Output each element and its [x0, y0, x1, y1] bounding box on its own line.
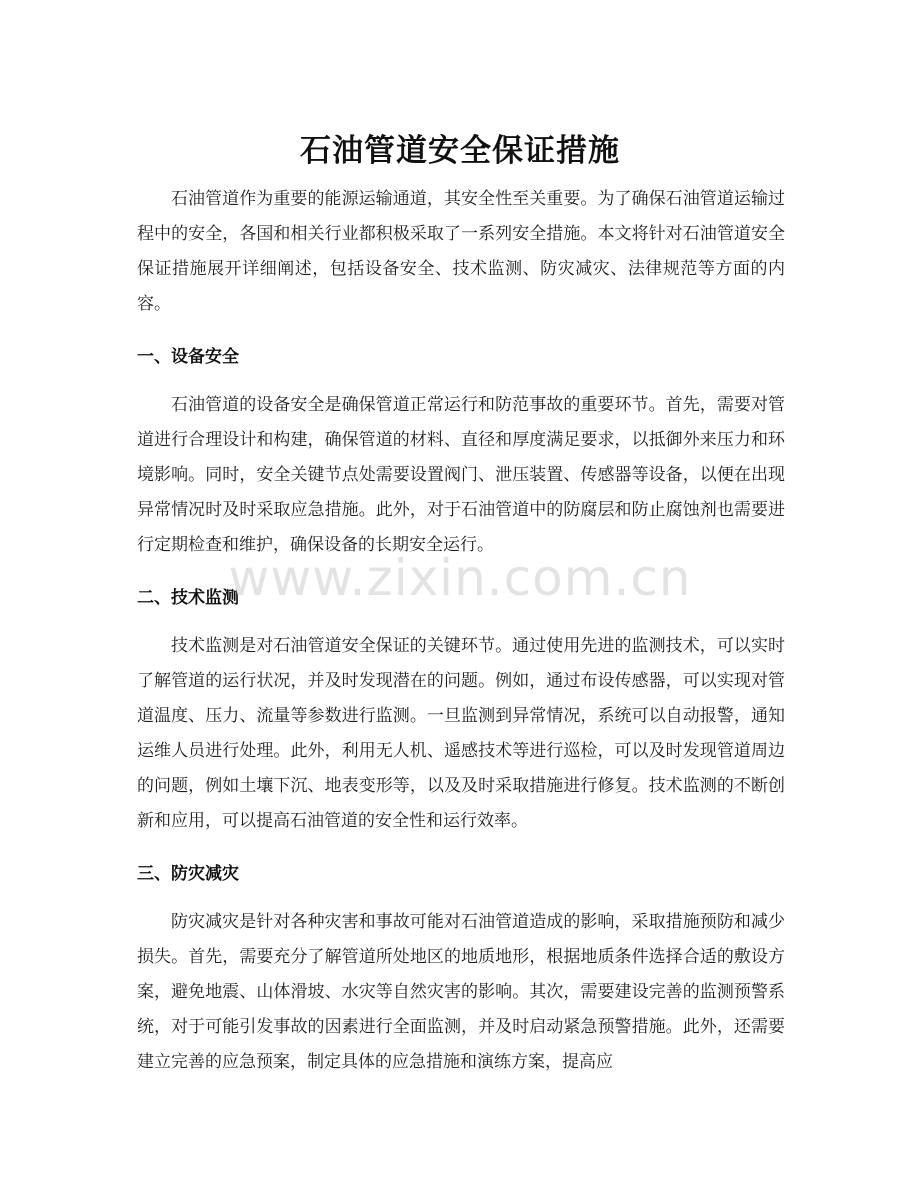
section-heading: 二、技术监测 — [137, 588, 239, 608]
section-paragraph: 石油管道的设备安全是确保管道正常运行和防范事故的重要环节。首先，需要对管道进行合理设计和构建，确保管道的材料、直径和厚度满足要求，以抵御外来压力和环境影响。同时，安全关键节点处需要设置阀门、泄压装置、传感器等设备，以便在出现异常情况时及时采取应急措施。此外，对于石油管道中的防腐层和防止腐蚀剂也需要进行定期检查和维护，确保设备的长期安全运行。 — [137, 395, 785, 555]
section-paragraph: 技术监测是对石油管道安全保证的关键环节。通过使用先进的监测技术，可以实时了解管道的运行状况，并及时发现潜在的问题。例如，通过布设传感器，可以实现对管道温度、压力、流量等参数进行监测。一旦监测到异常情况，系统可以自动报警，通知运维人员进行处理。此外，利用无人机、遥感技术等进行巡检，可以及时发现管道周边的问题，例如土壤下沉、地表变形等，以及及时采取措施进行修复。技术监测的不断创新和应用，可以提高石油管道的安全性和运行效率。 — [137, 636, 785, 831]
intro-paragraph: 石油管道作为重要的能源运输通道，其安全性至关重要。为了确保石油管道运输过程中的安全，各国和相关行业都积极采取了一系列安全措施。本文将针对石油管道安全保证措施展开详细阐述，包括设备安全、技术监测、防灾减灾、法律规范等方面的内容。 — [137, 189, 785, 314]
section-disaster-prevention — [137, 857, 785, 1080]
document-title: 石油管道安全保证措施 — [300, 132, 620, 169]
section-technical-monitoring — [137, 581, 785, 839]
section-heading: 三、防灾减灾 — [137, 864, 239, 884]
watermark: www.zixin.com.cn — [228, 549, 692, 607]
section-equipment-safety — [137, 340, 785, 563]
section-heading: 一、设备安全 — [137, 347, 239, 367]
document-body — [137, 182, 785, 1080]
section-paragraph: 防灾减灾是针对各种灾害和事故可能对石油管道造成的影响，采取措施预防和减少损失。首先，需要充分了解管道所处地区的地质地形，根据地质条件选择合适的敷设方案，避免地震、山体滑坡、水灾等自然灾害的影响。其次，需要建设完善的监测预警系统，对于可能引发事故的因素进行全面监测，并及时启动紧急预警措施。此外，还需要建立完善的应急预案，制定具体的应急措施和演练方案，提高应 — [137, 912, 785, 1072]
